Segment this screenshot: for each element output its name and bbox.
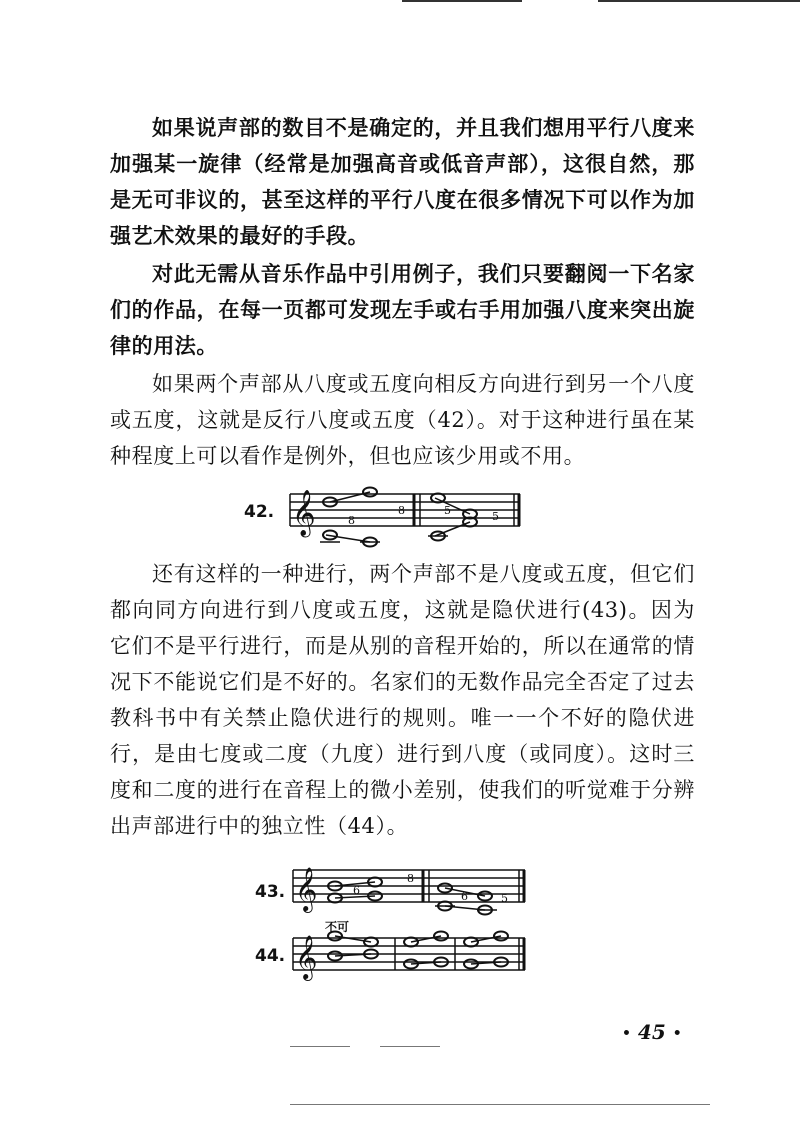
svg-text:6: 6 xyxy=(353,884,360,897)
svg-text:8: 8 xyxy=(407,872,414,885)
music-example-44 xyxy=(255,918,535,982)
scan-artifact xyxy=(380,1046,440,1047)
page-number xyxy=(622,1020,682,1044)
paragraph-4: 还有这样的一种进行，两个声部不是八度或五度，但它们都向同方向进行到八度或五度，这就是隐伏进行(43)。因为它们不是平行进行，而是从别的音程开始的，所以在通常的情况下不能说它们是不好的。名家们的无数作品完全否定了过去教科书中有关禁止隐伏进行的规则。唯一一个不好的隐伏进行，是由七度或二度（九度）进行到八度（或同度）。这时三度和二度的进行在音程上的微小差别，使我们的听觉难于分辨出声部进行中的独立性（44）。 xyxy=(110,562,695,838)
page-number-value: 45 xyxy=(637,1020,666,1044)
svg-text:8: 8 xyxy=(348,514,355,527)
svg-text:5: 5 xyxy=(444,504,451,517)
bullet-icon: • xyxy=(672,1025,682,1042)
scan-artifact xyxy=(290,1104,710,1105)
staff-43 xyxy=(255,858,535,920)
bullet-icon: • xyxy=(622,1025,631,1042)
example-label: 42. xyxy=(244,502,275,522)
paragraph-3: 如果两个声部从八度或五度向相反方向进行到另一个八度或五度，这就是反行八度或五度（42）。对于这种进行虽在某种程度上可以看作是例外，但也应该少用或不用。 xyxy=(110,372,695,468)
example-label: 43. xyxy=(255,882,286,902)
staff-42 xyxy=(230,480,530,550)
paragraph-1: 如果说声部的数目不是确定的，并且我们想用平行八度来加强某一旋律（经常是加强高音或低音声部），这很自然，那是无可非议的，甚至这样的平行八度在很多情况下可以作为加强艺术效果的最好的手段。 xyxy=(110,115,695,248)
staff-44 xyxy=(255,918,535,982)
scan-artifact xyxy=(290,1046,350,1047)
top-edge-mark xyxy=(598,0,800,2)
music-example-42 xyxy=(230,480,530,550)
example-label: 44. xyxy=(255,946,286,966)
svg-text:𝄞: 𝄞 xyxy=(295,867,318,911)
paragraph-2: 对此无需从音乐作品中引用例子，我们只要翻阅一下名家们的作品，在每一页都可发现左手或右手用加强八度来突出旋律的用法。 xyxy=(110,261,695,358)
svg-text:𝄞: 𝄞 xyxy=(292,490,316,536)
svg-text:8: 8 xyxy=(398,504,405,517)
svg-text:5: 5 xyxy=(492,510,499,523)
top-edge-mark xyxy=(402,0,522,2)
svg-text:5: 5 xyxy=(501,892,508,905)
music-example-43 xyxy=(255,858,535,920)
svg-text:6: 6 xyxy=(461,890,468,903)
svg-text:𝄞: 𝄞 xyxy=(295,935,318,979)
example-note-forbidden: 不可 xyxy=(325,920,350,934)
